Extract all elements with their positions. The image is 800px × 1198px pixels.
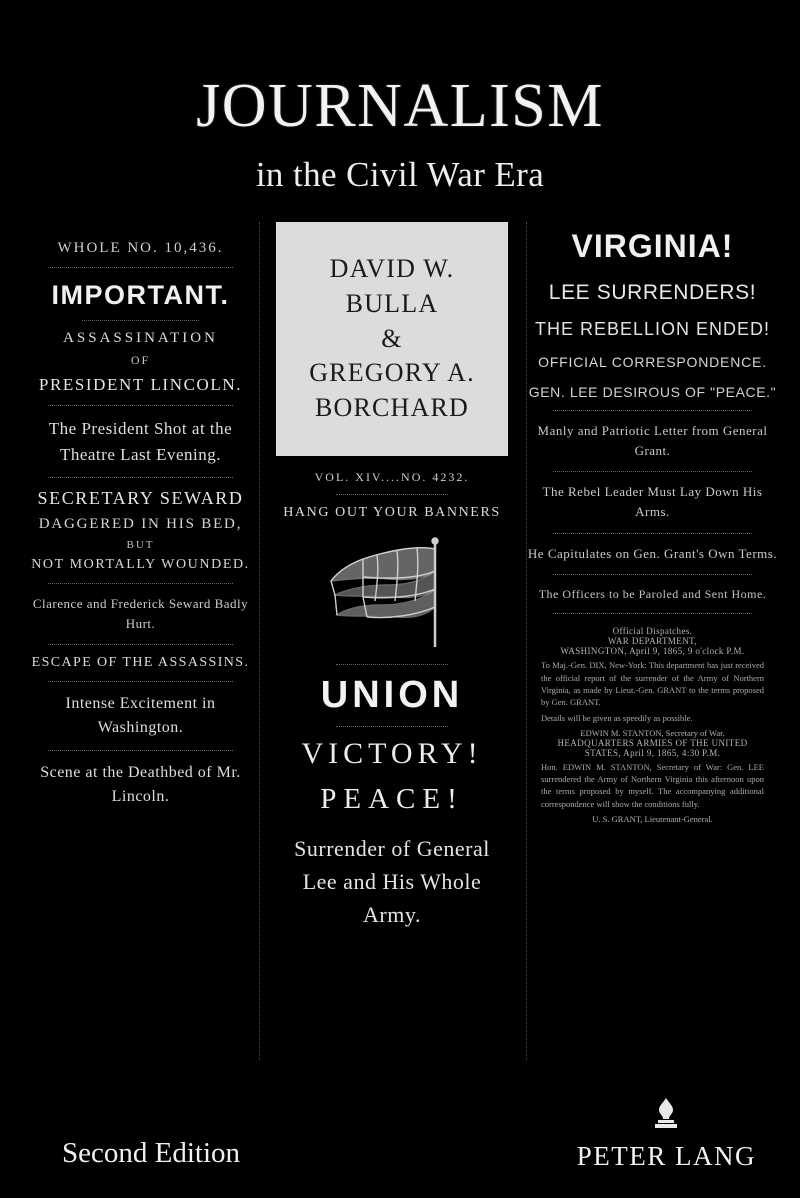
story-deathbed-scene: Scene at the Deathbed of Mr. Lincoln. [40,764,241,806]
dispatch-paragraph: Hon. EDWIN M. STANTON, Secretary of War: Gen. LEE surrendered the Army of Northern Virginia this afternoon upon the terms proposed by myself. The accompanying additional correspondence will show the conditions fully. [541,761,764,809]
story-excitement-washington: Intense Excitement in Washington. [65,695,216,737]
headline-not-mortally-wounded: NOT MORTALLY WOUNDED. [31,557,250,572]
headline-but: BUT [126,539,155,551]
headline-hang-out-banners: HANG OUT YOUR BANNERS [283,505,501,520]
dispatch-heading: Official Dispatches. [612,626,693,637]
volume-number-line: VOL. XIV....NO. 4232. [314,470,470,484]
story-rebel-leader-lay-down-arms: The Rebel Leader Must Lay Down His Arms. [542,484,763,520]
headline-virginia: VIRGINIA! [571,228,734,264]
official-dispatches-block [527,626,778,824]
divider [82,320,199,321]
dispatch-dateline: HEADQUARTERS ARMIES OF THE UNITED STATES, April 9, 1865, 4:30 P.M. [557,737,748,758]
story-surrender-of-lee: Surrender of General Lee and His Whole Army. [294,836,490,927]
headline-victory: VICTORY! [301,737,483,770]
page-subtitle: in the Civil War Era [255,155,545,195]
divider [48,583,233,584]
divider [336,494,448,495]
headline-of: OF [130,353,151,367]
author-ampersand: & [381,323,403,353]
whole-number-line: WHOLE NO. 10,436. [57,240,224,256]
dispatch-paragraph: To Maj.-Gen. DIX, New-York: This department has just received the official report of the surrender of the Army of Northern Virginia, as made by Lieut.-Gen. GRANT to the terms proposed by Gen. GRANT. [541,660,764,708]
divider [336,664,448,665]
headline-rebellion-ended: THE REBELLION ENDED! [534,319,771,339]
divider [48,267,233,268]
author-panel [276,222,508,456]
headline-peace: PEACE! [320,783,464,815]
dispatch-paragraph: Details will be given as speedily as possible. [541,712,693,723]
dispatch-signature: EDWIN M. STANTON, Secretary of War. [580,727,725,738]
headline-daggered: DAGGERED IN HIS BED, [38,516,243,532]
headline-important: IMPORTANT. [51,280,230,310]
divider [336,726,448,727]
headline-president-lincoln: PRESIDENT LINCOLN. [38,375,243,394]
middle-newspaper-body [276,470,508,931]
divider [553,574,752,575]
book-title-block [0,74,800,195]
divider [48,750,233,751]
headline-official-correspondence: OFFICIAL CORRESPONDENCE. [538,354,767,370]
divider [553,533,752,534]
story-capitulates-grants-terms: He Capitulates on Gen. Grant's Own Terms. [527,545,778,561]
american-flag-icon [317,535,467,655]
page-title: JOURNALISM [196,72,604,140]
divider [48,477,233,478]
edition-label: Second Edition [62,1137,241,1169]
newspaper-column-left [22,222,260,1060]
newspaper-column-right [526,222,778,1060]
headline-secretary-seward: SECRETARY SEWARD [37,488,244,508]
story-seward-sons: Clarence and Frederick Seward Badly Hurt. [32,596,249,632]
newspaper-collage [22,222,778,1060]
dispatch-dateline: WASHINGTON, April 9, 1865, 9 o'clock P.M. [560,646,745,657]
peter-lang-logo-icon [577,1096,756,1135]
dispatch-department: WAR DEPARTMENT, [608,636,697,647]
divider [48,681,233,682]
publisher-name: PETER LANG [576,1141,756,1171]
headline-escape-assassins: ESCAPE OF THE ASSASSINS. [31,655,250,671]
divider [553,471,752,472]
dispatch-signature: U. S. GRANT, Lieutenant-General. [592,814,713,825]
headline-lee-surrenders: LEE SURRENDERS! [548,281,757,304]
divider [553,613,752,614]
headline-gen-lee-desirous-of-peace: GEN. LEE DESIROUS OF "PEACE." [528,384,777,400]
headline-union: UNION [320,674,464,716]
author-name-line: GREGORY A. [309,358,475,388]
story-manly-letter-grant: Manly and Patriotic Letter from General Grant. [537,423,768,459]
author-name-line: DAVID W. [329,253,455,283]
story-officers-paroled: The Officers to be Paroled and Sent Home. [538,586,767,601]
newspaper-column-middle [268,222,516,1060]
story-president-shot: The President Shot at the Theatre Last Evening. [48,419,233,464]
divider [553,410,752,411]
divider [48,405,233,406]
author-name-line: BULLA [345,288,439,318]
divider [48,644,233,645]
author-name-line: BORCHARD [314,393,470,423]
headline-assassination: ASSASSINATION [63,330,218,346]
publisher-block [577,1096,756,1172]
